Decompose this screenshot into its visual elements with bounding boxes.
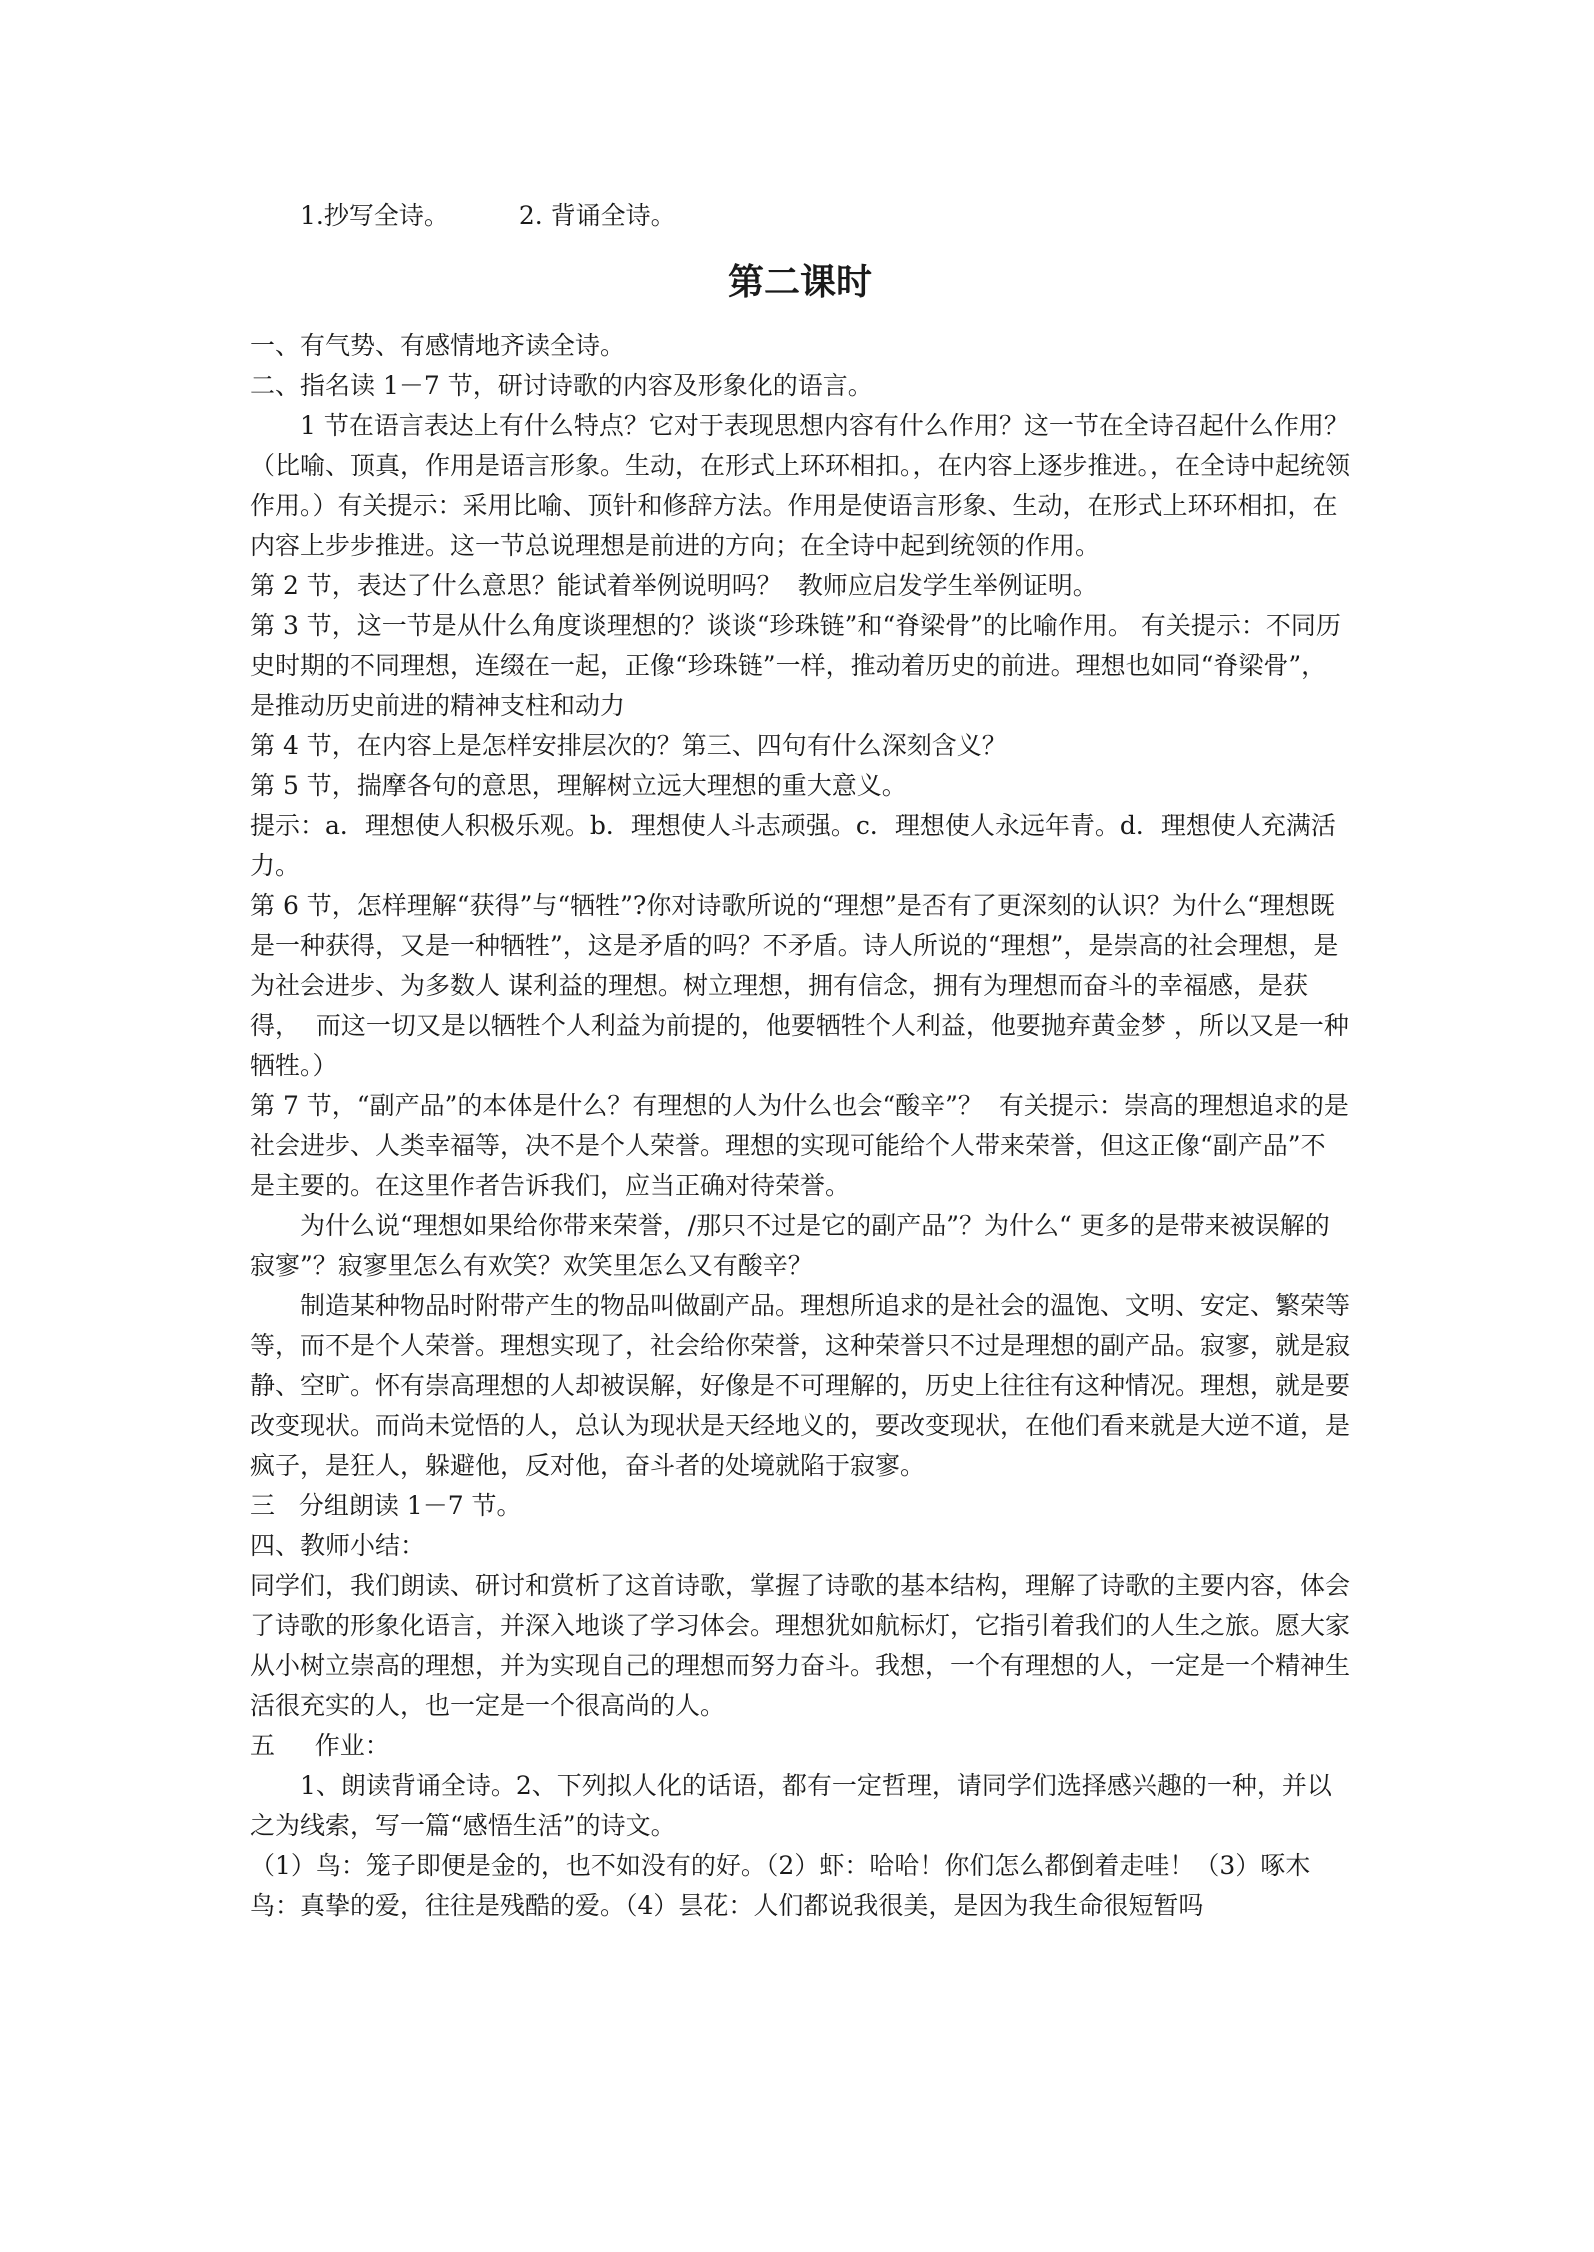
paragraph: 制造某种物品时附带产生的物品叫做副产品。理想所追求的是社会的温饱、文明、安定、繁荣等等，而不是个人荣誉。理想实现了，社会给你荣誉，这种荣誉只不过是理想的副产品。寂寥，就是寂静、空旷。怀有崇高理想的人却被误解，好像是不可理解的，历史上往往有这种情况。理想，就是要改变现状。而尚未觉悟的人，总认为现状是天经地义的，要改变现状，在他们看来就是大逆不道，是疯子，是狂人，躲避他，反对他，奋斗者的处境就陷于寂寥。 <box>250 1291 1351 1480</box>
paragraph: 1、朗读背诵全诗。2、下列拟人化的话语，都有一定哲理，请同学们选择感兴趣的一种，并以之为线索，写一篇“感悟生活”的诗文。 <box>250 1771 1332 1840</box>
paragraph: 提示：a．理想使人积极乐观。b．理想使人斗志顽强。c．理想使人永远年青。d．理想使人充满活力。 <box>250 811 1336 880</box>
document-body <box>250 196 1350 1926</box>
paragraph: 五 作业： <box>250 1731 390 1760</box>
section-title: 第二课时 <box>727 262 872 303</box>
paragraph: 第 4 节，在内容上是怎样安排层次的？第三、四句有什么深刻含义？ <box>250 731 1007 760</box>
paragraph: 第 2 节，表达了什么意思？能试着举例说明吗？ 教师应启发学生举例证明。 <box>250 571 1098 600</box>
paragraph: 为什么说“理想如果给你带来荣誉，/那只不过是它的副产品”？为什么“ 更多的是带来被误解的寂寥”？寂寥里怎么有欢笑？欢笑里怎么又有酸辛？ <box>250 1211 1330 1280</box>
paragraph: 同学们，我们朗读、研讨和赏析了这首诗歌，掌握了诗歌的基本结构，理解了诗歌的主要内容，体会了诗歌的形象化语言，并深入地谈了学习体会。理想犹如航标灯，它指引着我们的人生之旅。愿大家从小树立崇高的理想，并为实现自己的理想而努力奋斗。我想，一个有理想的人，一定是一个精神生活很充实的人，也一定是一个很高尚的人。 <box>250 1571 1351 1720</box>
paragraph: 四、教师小结： <box>250 1531 426 1560</box>
paragraph: 第 3 节，这一节是从什么角度谈理想的？谈谈“珍珠链”和“脊梁骨”的比喻作用。 有关提示：不同历史时期的不同理想，连缀在一起，正像“珍珠链”一样，推动着历史的前进。理想也如同“脊梁骨”，是推动历史前进的精神支柱和动力 <box>250 611 1341 720</box>
paragraph: 1 节在语言表达上有什么特点？它对于表现思想内容有什么作用？这一节在全诗召起什么作用？（比喻、顶真，作用是语言形象。生动，在形式上环环相扣。，在内容上逐步推进。，在全诗中起统领作用。）有关提示：采用比喻、顶针和修辞方法。作用是使语言形象、生动，在形式上环环相扣，在内容上步步推进。这一节总说理想是前进的方向；在全诗中起到统领的作用。 <box>250 411 1351 560</box>
homework-list <box>300 196 1350 236</box>
paragraph: 三 分组朗读 1－7 节。 <box>250 1491 522 1520</box>
paragraph: 第 7 节，“副产品”的本体是什么？有理想的人为什么也会“酸辛”？ 有关提示：崇高的理想追求的是社会进步、人类幸福等，决不是个人荣誉。理想的实现可能给个人带来荣誉，但这正像“副产品”不是主要的。在这里作者告诉我们，应当正确对待荣誉。 <box>250 1091 1349 1200</box>
paragraph: 第 5 节，揣摩各句的意思，理解树立远大理想的重大意义。 <box>250 771 907 800</box>
paragraph: （1）鸟：笼子即便是金的，也不如没有的好。（2）虾：哈哈！你们怎么都倒着走哇！（3）啄木鸟：真挚的爱，往往是残酷的爱。（4）昙花：人们都说我很美，是因为我生命很短暂吗 <box>250 1851 1311 1920</box>
paragraph: 一、有气势、有感情地齐读全诗。 <box>250 331 626 360</box>
homework-item-2: 2. 背诵全诗。 <box>518 201 676 230</box>
homework-item-1: 1.抄写全诗。 <box>300 201 449 230</box>
paragraph: 第 6 节，怎样理解“获得”与“牺牲”?你对诗歌所说的“理想”是否有了更深刻的认识？为什么“理想既是一种获得，又是一种牺牲”，这是矛盾的吗？不矛盾。诗人所说的“理想”，是崇高的社会理想，是为社会进步、为多数人 谋利益的理想。树立理想，拥有信念，拥有为理想而奋斗的幸福感，是获得， 而这一切又是以牺牲个人利益为前提的，他要牺牲个人利益，他要抛弃黄金梦 ，所以又是一种牺牲。） <box>250 891 1349 1080</box>
paragraph: 二、指名读 1－7 节，研讨诗歌的内容及形象化的语言。 <box>250 371 873 400</box>
